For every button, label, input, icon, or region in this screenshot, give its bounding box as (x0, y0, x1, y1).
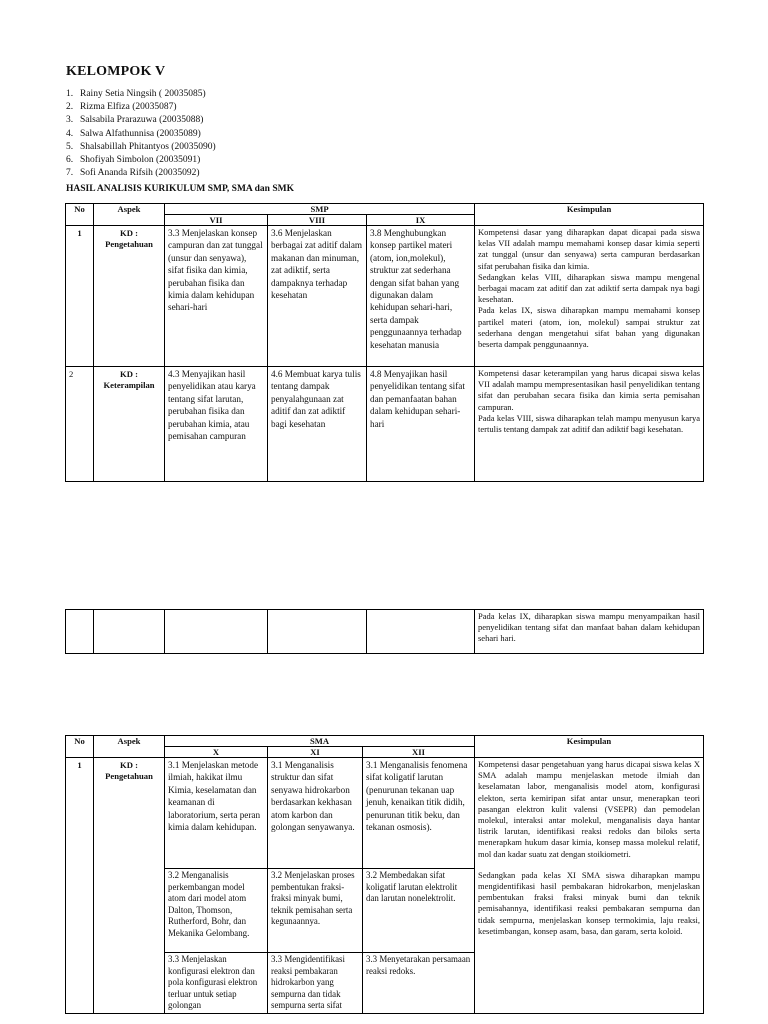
member-item (66, 154, 216, 167)
kd-x: 3.1 Menjelaskan metode ilmiah, hakikat ilmu Kimia, keselamatan dan keamanan di laboratorium, serta peran kimia dalam kehidupan. (165, 758, 268, 869)
kd-xii: 3.3 Menyetarakan persamaan reaksi redoks. (363, 953, 475, 1014)
kd-vii: 3.3 Menjelaskan konsep campuran dan zat tunggal (unsur dan senyawa), sifat fisika dan kimia, perubahan fisika dan kimia dalam kehidupan sehari-hari (165, 226, 268, 367)
row-number: 1 (66, 758, 94, 1014)
member-item (66, 88, 216, 101)
row-number: 2 (66, 367, 94, 482)
empty-cell (66, 610, 94, 654)
member-item (66, 128, 216, 141)
kesimpulan-paragraph: Kompetensi dasar yang diharapkan dapat dicapai pada siswa kelas VII adalah mampu memahami konsep dasar kimia seperti zat tunggal (unsur dan senyawa) serta campuran berdasarkan sifat perubahan fisika dan kimia. (478, 227, 701, 271)
kesimpulan-cell (475, 610, 704, 654)
kd-xi: 3.3 Mengidentifikasi reaksi pembakaran hidrokarbon yang sempurna dan tidak sempurna serta sifat (268, 953, 363, 1014)
member-name: Shalsabillah Phitantyos (20035090) (80, 141, 216, 152)
kesimpulan-cell (475, 226, 704, 367)
empty-cell (268, 610, 367, 654)
kd-vii: 4.3 Menyajikan hasil penyelidikan atau karya tentang sifat larutan, perubahan fisika dan perubahan kimia, atau pemisahan campuran (165, 367, 268, 482)
header-sma: SMA (165, 736, 475, 747)
table-row (66, 226, 704, 367)
kd-xii: 3.2 Membedakan sifat koligatif larutan elektrolit dan larutan nonelektrolit. (363, 869, 475, 953)
empty-cell (94, 610, 165, 654)
header-kesimpulan: Kesimpulan (475, 204, 704, 226)
smp-table (65, 203, 704, 482)
kd-x: 3.2 Menganalisis perkembangan model atom dari model atom Dalton, Thomson, Rutherford, Bohr, dan Mekanika Gelombang. (165, 869, 268, 953)
kd-xi: 3.2 Menjelaskan proses pembentukan fraksi-fraksi minyak bumi, teknik pemisahan serta kegunaannya. (268, 869, 363, 953)
table-row (66, 758, 704, 869)
sma-table (65, 735, 704, 1014)
header-x: X (165, 747, 268, 758)
header-ix: IX (367, 215, 475, 226)
member-name: Salwa Alfathunnisa (20035089) (80, 128, 201, 139)
kd-ix: 3.8 Menghubungkan konsep partikel materi (atom, ion,molekul), struktur zat sederhana dengan sifat bahan yang digunakan dalam kehidupan sehari-hari, serta dampak penggunaannya terhadap kesehatan manusia (367, 226, 475, 367)
kesimpulan-paragraph: Pada kelas IX, siswa diharapkan mampu memahami konsep partikel materi (atom, ion, molekul) sampai struktur zat sederhana dengan mengetahui sifat bahan yang digunakan beserta dampak penggunaannya. (478, 305, 701, 350)
member-name: Salsabila Prarazuwa (20035088) (80, 115, 204, 126)
row-aspek: KD : Keterampilan (94, 367, 165, 482)
member-list (66, 88, 216, 180)
header-aspek: Aspek (94, 204, 165, 226)
table-row (66, 367, 704, 482)
kesimpulan-paragraph: Sedangkan pada kelas XI SMA siswa diharapkan mampu mengidentifikasi hasil pembakaran hidrokarbon, menjelaskan pembentukan fraksi fraksi minyak bumi dan teknik pemisahannya, identifikasi reaksi pembakaran sempurna dan tidak sempurna, menjelaskan konsep termokimia, laju reaksi, kesetimbangan, konsep asam, basa, dan garam, serta koloid. (478, 869, 701, 936)
member-number: 1. (66, 89, 74, 99)
member-item (66, 114, 216, 127)
header-xi: XI (268, 747, 363, 758)
header-aspek: Aspek (94, 736, 165, 758)
header-kesimpulan: Kesimpulan (475, 736, 704, 758)
kesimpulan-paragraph: Pada kelas IX, diharapkan siswa mampu menyampaikan hasil penyelidikan tentang sifat dan manfaat bahan dalam kehidupan sehari hari. (478, 611, 700, 644)
header-no: No (66, 736, 94, 758)
kesimpulan-paragraph: Kompetensi dasar pengetahuan yang harus dicapai siswa kelas X SMA adalah mampu menjelaskan metode ilmiah dan keselamatan labor, menganalisis model atom, konfigurasi elekton, serta kemiripan sifat antar unsur, menerapkan teori pasangan elektron kulit valensi (VSEPR) dan pemodelan molekul, interaksi antar molekul, menganalisis daya hantar listrik larutan, identifikasi reaksi redoks dan biloks serta menerapkam hukum dasar kimia, konsep massa molekul relatif, mol dan kadar suatu zat dengan stoikiometri. (478, 759, 701, 859)
kesimpulan-cell (475, 367, 704, 482)
page-title: KELOMPOK V (66, 64, 166, 79)
empty-cell (367, 610, 475, 654)
header-xii: XII (363, 747, 475, 758)
member-number: 5. (66, 141, 74, 152)
member-number: 2. (66, 102, 74, 113)
smp-table-continuation (65, 609, 704, 654)
table-row (66, 610, 704, 654)
member-name: Rainy Setia Ningsih ( 20035085) (80, 89, 206, 99)
empty-cell (165, 610, 268, 654)
kd-x: 3.3 Menjelaskan konfigurasi elektron dan pola konfigurasi elektron terluar untuk setiap golongan (165, 953, 268, 1014)
member-number: 4. (66, 128, 74, 139)
member-name: Rizma Elfiza (20035087) (80, 102, 177, 113)
row-aspek: KD : Pengetahuan (94, 758, 165, 1014)
header-no: No (66, 204, 94, 226)
member-number: 7. (66, 168, 74, 179)
kd-viii: 3.6 Menjelaskan berbagai zat aditif dalam makanan dan minuman, zat adiktif, serta dampaknya terhadap kesehatan (268, 226, 367, 367)
member-item (66, 101, 216, 114)
member-number: 6. (66, 155, 74, 166)
kesimpulan-paragraph: Kompetensi dasar keterampilan yang harus dicapai siswa kelas VII adalah mampu mempresentasikan hasil penyelidikan tentang sifat dan perubahan secara fisika dan kimia serta pemisahan campuran. (478, 368, 701, 412)
kesimpulan-cell (475, 758, 704, 1014)
member-number: 3. (66, 115, 74, 126)
member-item (66, 141, 216, 154)
member-item (66, 167, 216, 180)
kesimpulan-paragraph: Pada kelas VIII, siswa diharapkan telah mampu menyusun karya tertulis tentang dampak zat aditif dan adiktif bagi kesehatan. (478, 412, 701, 435)
member-name: Sofi Ananda Rifsih (20035092) (80, 168, 200, 179)
kd-xi: 3.1 Menganalisis struktur dan sifat senyawa hidrokarbon berdasarkan kekhasan atom karbon dan golongan senyawanya. (268, 758, 363, 869)
kesimpulan-paragraph: Sedangkan kelas VIII, diharapkan siswa mampu mengenal berbagai macam zat aditif dan zat adiktif serta dampak nya bagi kesehatan. (478, 271, 701, 305)
kd-viii: 4.6 Membuat karya tulis tentang dampak penyalahgunaan zat aditif dan zat adiktif bagi kesehatan (268, 367, 367, 482)
kd-xii: 3.1 Menganalisis fenomena sifat koligatif larutan (penurunan tekanan uap jenuh, kenaikan titik didih, penurunan titik beku, dan tekanan osmosis). (363, 758, 475, 869)
member-name: Shofiyah Simbolon (20035091) (80, 155, 201, 166)
section-title: HASIL ANALISIS KURIKULUM SMP, SMA dan SMK (66, 184, 294, 194)
header-vii: VII (165, 215, 268, 226)
row-number: 1 (66, 226, 94, 367)
row-aspek: KD : Pengetahuan (94, 226, 165, 367)
kd-ix: 4.8 Menyajikan hasil penyelidikan tentang sifat dan pemanfaatan bahan dalam kehidupan sehari-hari (367, 367, 475, 482)
header-smp: SMP (165, 204, 475, 215)
header-viii: VIII (268, 215, 367, 226)
